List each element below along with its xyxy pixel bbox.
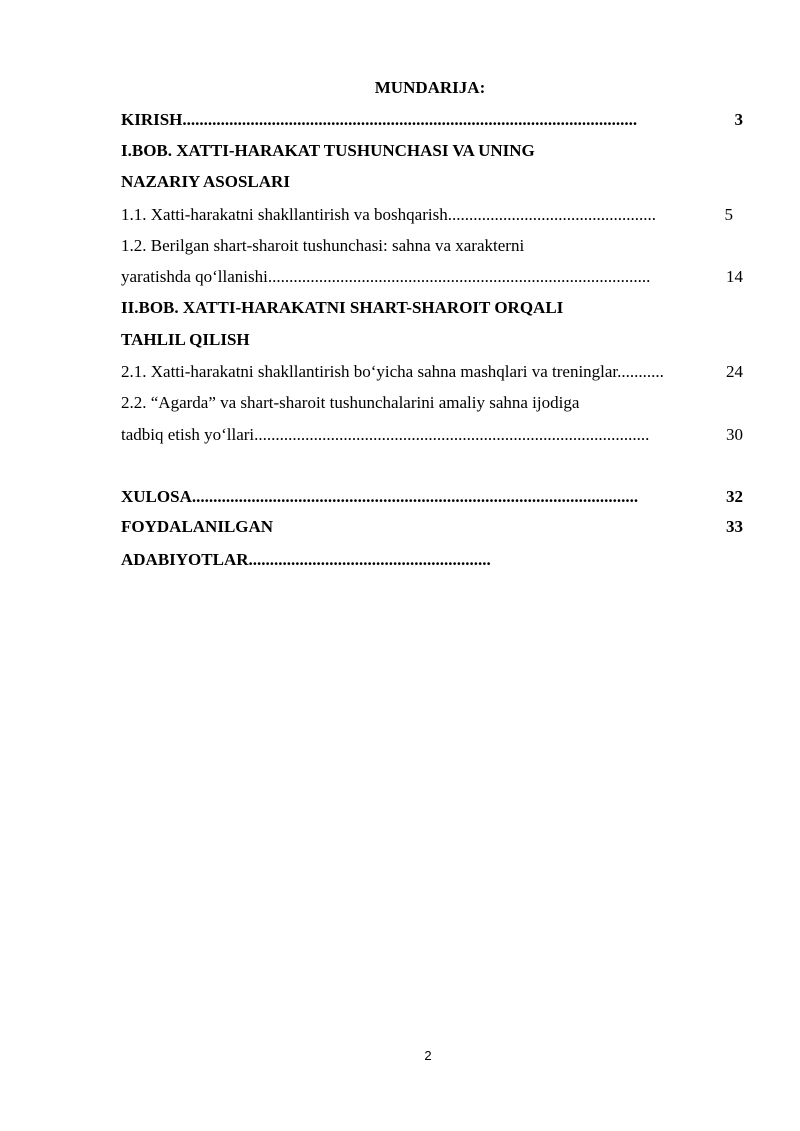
toc-entry-text: FOYDALANILGAN bbox=[121, 517, 274, 536]
toc-entry-section-1-1[interactable] bbox=[121, 205, 743, 225]
toc-entry-text: 2.1. Xatti-harakatni shakllantirish bo‘yicha sahna mashqlari va treninglar........... bbox=[121, 362, 664, 381]
toc-entry-text: tadbiq etish yo‘llari............................................................................................. bbox=[121, 425, 650, 444]
page-number: 2 bbox=[424, 1048, 432, 1063]
toc-entry-page: 30 bbox=[726, 425, 743, 444]
toc-entry-page: 3 bbox=[734, 110, 743, 129]
toc-entry-section-1-2[interactable] bbox=[121, 267, 743, 287]
chapter-2-heading-line-1[interactable]: II.BOB. XATTI-HARAKATNI SHART-SHAROIT ORQALI bbox=[121, 298, 564, 317]
toc-entry-page: 33 bbox=[726, 517, 743, 536]
toc-entry-page: 32 bbox=[726, 487, 743, 506]
toc-entry-text: KIRISH........................................................................................................... bbox=[121, 110, 638, 129]
toc-entry-text: yaratishda qo‘llanishi.......................................................................................... bbox=[121, 267, 651, 286]
toc-entry-section-2-2-line-1[interactable]: 2.2. “Agarda” va shart-sharoit tushunchalarini amaliy sahna ijodiga bbox=[121, 393, 580, 412]
chapter-2-heading-line-2[interactable]: TAHLIL QILISH bbox=[121, 330, 250, 349]
chapter-1-heading-line-1[interactable]: I.BOB. XATTI-HARAKAT TUSHUNCHASI VA UNING bbox=[121, 141, 535, 160]
toc-entry-section-2-2[interactable] bbox=[121, 425, 743, 445]
toc-entry-page: 14 bbox=[726, 267, 743, 286]
toc-entry-text: 1.1. Xatti-harakatni shakllantirish va boshqarish................................................. bbox=[121, 205, 656, 224]
toc-entry-references-line-2[interactable]: ADABIYOTLAR......................................................... bbox=[121, 550, 491, 569]
toc-entry-text: XULOSA......................................................................................................... bbox=[121, 487, 639, 506]
toc-entry-kirish[interactable] bbox=[121, 110, 743, 130]
toc-entry-section-2-1[interactable] bbox=[121, 362, 743, 382]
toc-entry-section-1-2-line-1[interactable]: 1.2. Berilgan shart-sharoit tushunchasi: sahna va xarakterni bbox=[121, 236, 525, 255]
page-title: MUNDARIJA: bbox=[374, 78, 486, 97]
toc-entry-xulosa[interactable] bbox=[121, 487, 743, 507]
chapter-1-heading-line-2[interactable]: NAZARIY ASOSLARI bbox=[121, 172, 290, 191]
toc-entry-page: 5 bbox=[724, 205, 733, 224]
toc-entry-page: 24 bbox=[726, 362, 743, 381]
toc-entry-references-line-1[interactable] bbox=[121, 517, 743, 537]
